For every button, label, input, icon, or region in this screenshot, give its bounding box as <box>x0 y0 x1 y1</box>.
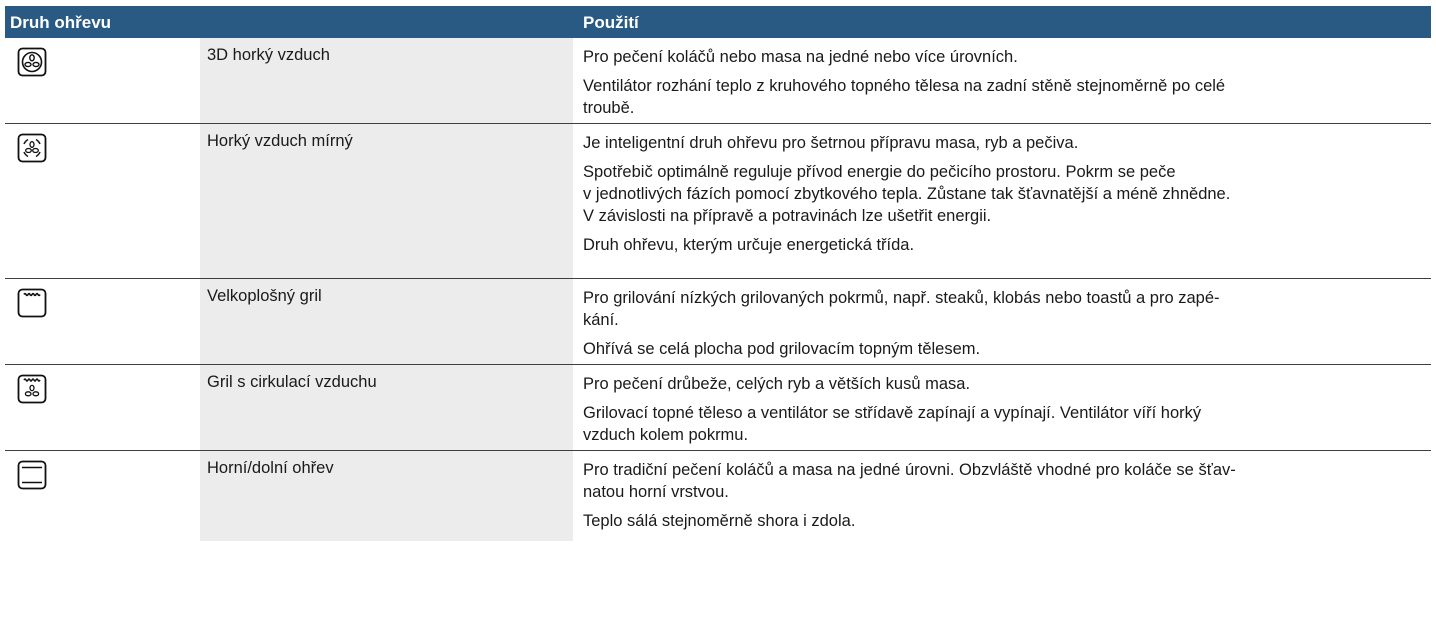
usage-paragraph: Ventilátor rozhání teplo z kruhového topného tělesa na zadní stěně stejnoměrně po celé troubě. <box>583 77 1226 117</box>
table-row <box>5 279 1431 365</box>
usage-paragraph: Ohřívá se celá plocha pod grilovacím topným tělesem. <box>583 340 981 358</box>
usage-paragraph: Druh ohřevu, kterým určuje energetická třída. <box>583 236 915 254</box>
fan-eco-icon <box>17 133 47 163</box>
fan-3d-icon <box>17 47 47 77</box>
usage-paragraph: Teplo sálá stejnoměrně shora i zdola. <box>583 512 856 530</box>
usage-description <box>583 373 1423 453</box>
table-header <box>5 6 1431 38</box>
heating-type-name: Velkoplošný gril <box>207 287 322 305</box>
table-row <box>5 365 1431 451</box>
usage-paragraph: Grilovací topné těleso a ventilátor se střídavě zapínají a vypínají. Ventilátor víří horký vzduch kolem pokrmu. <box>583 404 1202 444</box>
heating-type-name: Horní/dolní ohřev <box>207 459 334 477</box>
usage-description <box>583 46 1423 126</box>
usage-description <box>583 287 1423 367</box>
header-usage: Použití <box>583 13 639 32</box>
table-row <box>5 124 1431 279</box>
usage-paragraph: Spotřebič optimálně reguluje přívod energie do pečicího prostoru. Pokrm se peče v jednotlivých fázích pomocí zbytkového tepla. Zůstane tak šťavnatější a méně zhnědne. V závislosti na přípravě a potravinách lze ušetřit energii. <box>583 163 1231 225</box>
usage-paragraph: Je inteligentní druh ohřevu pro šetrnou přípravu masa, ryb a pečiva. <box>583 134 1079 152</box>
header-heating-type: Druh ohřevu <box>10 13 112 32</box>
usage-paragraph: Pro pečení koláčů nebo masa na jedné nebo více úrovních. <box>583 48 1018 66</box>
usage-paragraph: Pro tradiční pečení koláčů a masa na jedné úrovni. Obzvláště vhodné pro koláče se šťav- natou horní vrstvou. <box>583 461 1236 501</box>
usage-description <box>583 459 1423 539</box>
usage-paragraph: Pro grilování nízkých grilovaných pokrmů, např. steaků, klobás nebo toastů a pro zapé- kání. <box>583 289 1220 329</box>
table-row <box>5 38 1431 124</box>
usage-paragraph: Pro pečení drůbeže, celých ryb a větších kusů masa. <box>583 375 971 393</box>
heating-type-name: 3D horký vzduch <box>207 46 330 64</box>
usage-description <box>583 132 1423 263</box>
table-row <box>5 451 1431 541</box>
grill-fan-icon <box>17 374 47 404</box>
heating-modes-table <box>5 6 1431 541</box>
heating-type-name: Horký vzduch mírný <box>207 132 353 150</box>
top-bottom-heat-icon <box>17 460 47 490</box>
grill-large-icon <box>17 288 47 318</box>
heating-type-name: Gril s cirkulací vzduchu <box>207 373 377 391</box>
